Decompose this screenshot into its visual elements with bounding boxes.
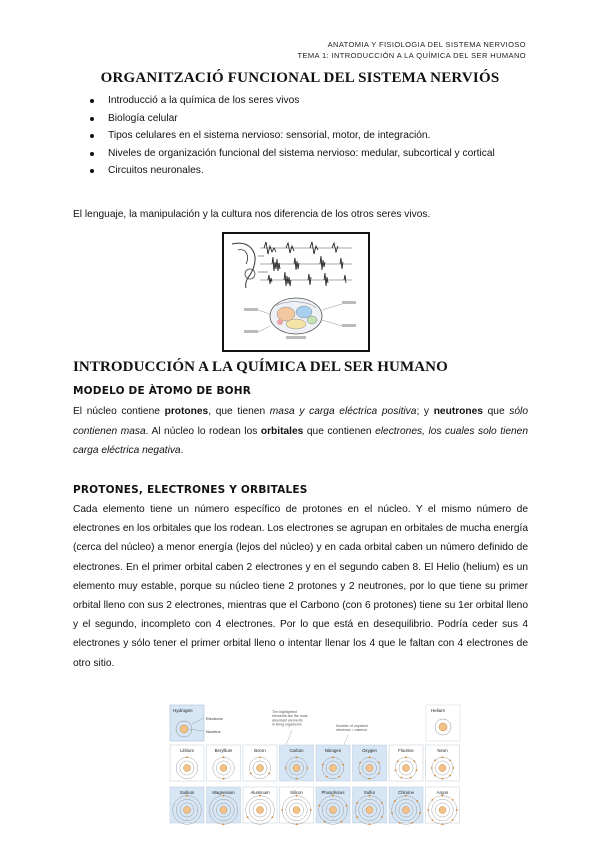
- element-name: Fluorine: [398, 748, 414, 753]
- topic-list: [90, 92, 530, 180]
- intro-paragraph: El lenguaje, la manipulación y la cultura nos diferencia de los otros seres vivos.: [73, 209, 431, 220]
- element-cell: [280, 787, 314, 825]
- note-highlighted: The highlighted elements are the most abundant elements in living organisms: [272, 710, 308, 727]
- label-hydrogen: Hydrogen: [173, 708, 193, 713]
- subsection-title-protons: PROTONES, ELECTRONES Y ORBITALES: [73, 484, 308, 496]
- element-cell: [389, 787, 423, 824]
- element-name: Carbon: [289, 748, 304, 753]
- header-line-1: ANATOMIA Y FISIOLOGIA DEL SISTEMA NERVIOSO: [327, 40, 526, 49]
- neutrons-definition: sólo contienen masa: [73, 406, 528, 437]
- term-neutrons: neutrones: [433, 406, 483, 417]
- electrons-definition: electrones, los cuales solo tienen carga eléctrica negativa: [73, 425, 528, 456]
- element-cell: [243, 787, 277, 824]
- list-item: Niveles de organización funcional del sistema nervioso: medular, subcortical y cortical: [90, 145, 530, 163]
- element-cell: [353, 745, 387, 781]
- element-cell: [207, 745, 241, 781]
- list-item: Tipos celulares en el sistema nervioso: sensorial, motor, de integración.: [90, 127, 530, 145]
- note-valence: Number of unpaired electrons = valence: [336, 724, 368, 733]
- element-cell: [353, 787, 387, 825]
- bohr-paragraph: [73, 402, 528, 461]
- element-cell: [389, 745, 423, 781]
- brain-signal-illustration: [224, 234, 368, 350]
- periodic-atoms-figure: [168, 703, 462, 848]
- subsection-title-bohr: MODELO DE ÀTOMO DE BOHR: [73, 385, 252, 397]
- text-run: El núcleo contiene: [73, 406, 165, 417]
- term-protons: protones: [164, 406, 209, 417]
- list-item: Introducció a la química de los seres vivos: [90, 92, 530, 110]
- element-cell: [316, 787, 350, 824]
- label-helium: Helium: [431, 708, 446, 713]
- element-name: Boron: [254, 748, 266, 753]
- text-run: ; y: [416, 406, 434, 417]
- element-name: Chlorine: [397, 790, 415, 795]
- element-name: Oxygen: [362, 748, 377, 753]
- element-name: Lithium: [180, 748, 194, 753]
- element-name: Beryllium: [214, 748, 233, 753]
- element-cell: [170, 745, 204, 781]
- list-item: Circuitos neuronales.: [90, 162, 530, 180]
- text-run: . Al núcleo lo rodean los: [145, 425, 261, 437]
- text-run: que: [482, 406, 510, 417]
- element-name: Magnesium: [212, 790, 235, 795]
- element-cell: [426, 787, 460, 825]
- text-run: .: [180, 445, 184, 456]
- element-cell: [316, 745, 350, 781]
- protons-definition: masa y carga eléctrica positiva: [269, 406, 417, 417]
- text-run: , que tienen: [208, 406, 270, 417]
- element-cell: [207, 787, 241, 825]
- protons-paragraph: Cada elemento tiene un número específico de protones en el núcleo. Y el mismo número de electrones en los orbitales que los rodean. Los electrones se agrupan en orbitales de mucha energía (cerca del núcleo) a menor energía (lejos del núcleo) y en cada orbital caben un número definido de electrones. En el primer orbital caben 2 electrones y en el segundo caben 8. El Helio (helium) es un elemento muy estable, porque su núcleo tiene 2 protones y 2 neutrones, por lo que tiene su primer orbital lleno con sus 2 electrones, mientras que el Carbono (con 6 protones) tiene su 1er orbital lleno y el segundo, incompleto con 4 electrones. Por lo que está en desequilibrio. Podría ceder sus 4 electrones y sólo tener el primer orbital lleno o intentar llenar los 4 que le faltan con 4 electrones de otro sitio.: [73, 504, 528, 669]
- element-name: Sulfur: [363, 790, 376, 795]
- element-name: Sodium: [179, 790, 195, 795]
- element-cell: [280, 745, 314, 781]
- label-nucleus: Nucleus: [206, 729, 221, 734]
- element-name: Aluminum: [250, 790, 270, 795]
- element-cell: [243, 745, 277, 781]
- element-name: Phosphorus: [321, 790, 345, 795]
- term-orbitals: orbitales: [260, 425, 304, 437]
- element-name: Nitrogen: [324, 748, 342, 753]
- bohr-atoms-diagram: [168, 703, 462, 848]
- element-name: Neon: [437, 748, 448, 753]
- chapter-title: INTRODUCCIÓN A LA QUÍMICA DEL SER HUMANO: [73, 359, 448, 375]
- list-item: Biología celular: [90, 110, 530, 128]
- section-title: ORGANITZACIÓ FUNCIONAL DEL SISTEMA NERVIÓS: [100, 70, 500, 86]
- element-cell: [170, 787, 204, 824]
- element-cell: [426, 745, 460, 781]
- element-name: Silicon: [290, 790, 303, 795]
- text-run: que contienen: [303, 425, 376, 437]
- header-line-2: TEMA 1: INTRODUCCIÓN A LA QUÍMICA DEL SER HUMANO: [297, 51, 526, 60]
- element-name: Argon: [436, 790, 449, 795]
- label-electrons: Electrons: [206, 716, 223, 721]
- brain-signal-figure: [222, 232, 370, 352]
